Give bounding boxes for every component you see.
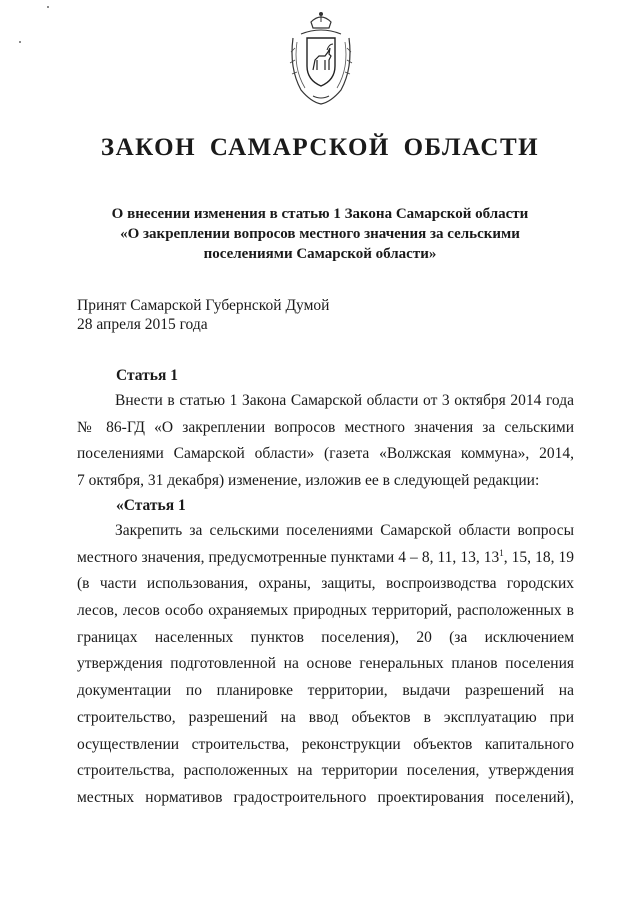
text-line: Внести в статью 1 Закона Самарской области от 3 октября 2014 года [115,392,574,409]
document-title: ЗАКОН САМАРСКОЙ ОБЛАСТИ [100,134,540,161]
quoted-article-text [77,518,574,812]
subtitle-line: поселениями Самарской области» [203,246,437,262]
text-line: (в части использования, охраны, защиты, воспроизводства городских [77,575,574,593]
adoption-date: 28 апреля 2015 года [77,316,208,333]
subtitle-line: «О закреплении вопросов местного значения за сельскими [120,226,520,242]
subtitle-line: О внесении изменения в статью 1 Закона Самарской области [111,206,529,222]
text-line: поселениями Самарской области» (газета «Волжская коммуна», 2014, [77,445,574,463]
text-line: осуществлении строительства, реконструкции объектов капитального [77,735,574,753]
samara-coat-of-arms-icon [283,8,359,108]
article-1-heading: Статья 1 [116,367,178,384]
superscript: 1 [499,547,504,558]
text-line: утверждения подготовленной на основе генеральных планов поселения [77,655,574,673]
adoption-body: Принят Самарской Губернской Думой [77,297,330,314]
text-line: границах населенных пунктов поселения), 20 (за исключением [77,628,574,646]
scan-speck [47,6,49,8]
text-line: лесов, лесов особо охраняемых природных территорий, расположенных в [77,602,574,620]
text-line: местных нормативов градостроительного проектирования поселений), [77,788,574,806]
text-line: № 86-ГД «О закреплении вопросов местного значения за сельскими [77,418,574,436]
text-line: местного значения, предусмотренные пунктами 4 – 8, 11, 13, $13^1$, 15, 18, 19 [77,547,575,566]
quoted-article-heading: «Статья 1 [116,497,186,514]
article-1-text [77,388,574,495]
text-line: строительство, разрешений на ввод объектов в эксплуатацию при [77,708,574,726]
document-subtitle [60,204,580,264]
adoption-info [77,296,329,334]
text-line: документации по планировке территории, выдачи разрешений на [77,682,574,700]
text-line: строительства, расположенных на территории поселения, утверждения [77,762,574,780]
text-line: 7 октября, 31 декабря) изменение, изложив ее в следующей редакции: [77,472,540,490]
text-line: Закрепить за сельскими поселениями Самарской области вопросы [115,522,574,539]
scan-speck [19,41,21,43]
